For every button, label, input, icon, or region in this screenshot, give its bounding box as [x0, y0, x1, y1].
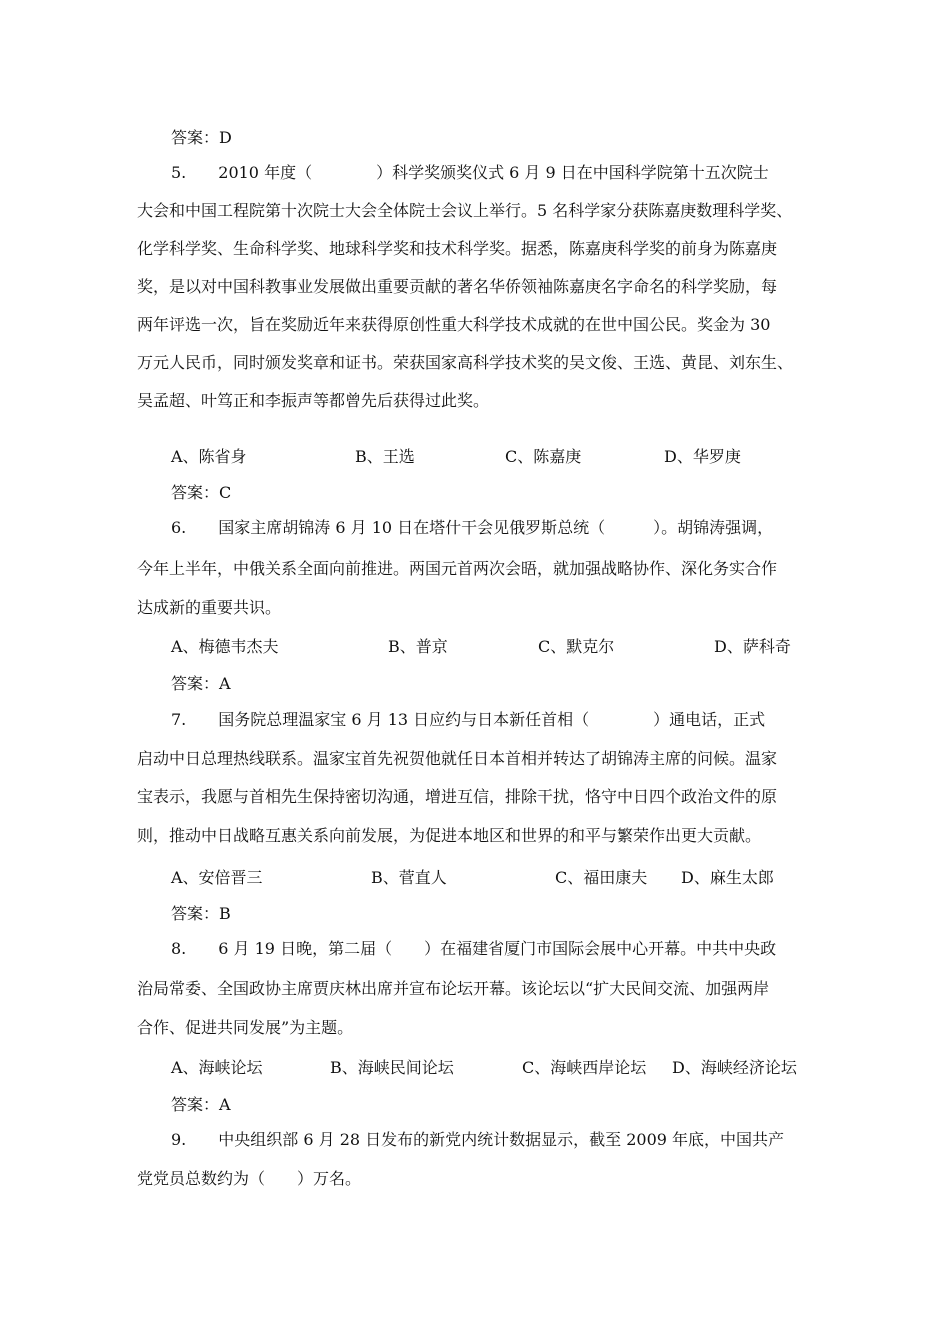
q7-option-c: C、福田康夫 [555, 868, 648, 887]
answer-q5: 答案：C [171, 483, 232, 502]
q6-option-a: A、梅德韦杰夫 [171, 637, 279, 656]
q8-line-3: 合作、促进共同发展”为主题。 [137, 1018, 354, 1037]
q5-line-2: 大会和中国工程院第十次院士大会全体院士会议上举行。5 名科学家分获陈嘉庚数理科学奖、 [137, 201, 793, 220]
q9-line-1: 9. 中央组织部 6 月 28 日发布的新党内统计数据显示，截至 2009 年底，中国共产 [171, 1130, 785, 1149]
q6-line-1: 6. 国家主席胡锦涛 6 月 10 日在塔什干会见俄罗斯总统（ ）。胡锦涛强调， [171, 518, 774, 537]
q5-option-c: C、陈嘉庚 [505, 447, 582, 466]
q5-line-4: 奖，是以对中国科教事业发展做出重要贡献的著名华侨领袖陈嘉庚名字命名的科学奖励，每 [137, 277, 778, 296]
q5-line-1: 5. 2010 年度（ ）科学奖颁奖仪式 6 月 9 日在中国科学院第十五次院士 [171, 163, 769, 182]
q8-option-c: C、海峡西岸论坛 [522, 1058, 647, 1077]
answer-q7: 答案：B [171, 904, 231, 923]
q5-line-3: 化学科学奖、生命科学奖、地球科学奖和技术科学奖。据悉，陈嘉庚科学奖的前身为陈嘉庚 [137, 239, 778, 258]
q6-option-b: B、普京 [388, 637, 448, 656]
q7-option-d: D、麻生太郎 [681, 868, 774, 887]
q5-option-a: A、陈省身 [171, 447, 247, 466]
q7-line-3: 宝表示，我愿与首相先生保持密切沟通，增进互信，排除干扰，恪守中日四个政治文件的原 [137, 787, 778, 806]
q6-line-2: 今年上半年，中俄关系全面向前推进。两国元首两次会晤，就加强战略协作、深化务实合作 [137, 559, 778, 578]
q5-line-6: 万元人民币，同时颁发奖章和证书。荣获国家高科学技术奖的吴文俊、王选、黄昆、刘东生、 [137, 353, 794, 372]
q7-line-4: 则，推动中日战略互惠关系向前发展，为促进本地区和世界的和平与繁荣作出更大贡献。 [137, 826, 762, 845]
answer-q4: 答案：D [171, 128, 232, 147]
q5-line-7: 吴孟超、叶笃正和李振声等都曾先后获得过此奖。 [137, 391, 490, 410]
q7-line-2: 启动中日总理热线联系。温家宝首先祝贺他就任日本首相并转达了胡锦涛主席的问候。温家 [137, 749, 778, 768]
answer-q8: 答案：A [171, 1095, 231, 1114]
q6-option-c: C、默克尔 [538, 637, 615, 656]
answer-q6: 答案：A [171, 674, 231, 693]
q8-option-b: B、海峡民间论坛 [330, 1058, 454, 1077]
q7-line-1: 7. 国务院总理温家宝 6 月 13 日应约与日本新任首相（ ）通电话，正式 [171, 710, 766, 729]
q8-option-d: D、海峡经济论坛 [672, 1058, 797, 1077]
q5-option-b: B、王选 [355, 447, 415, 466]
q5-option-d: D、华罗庚 [664, 447, 741, 466]
q9-line-2: 党党员总数约为（ ）万名。 [137, 1169, 362, 1188]
q6-line-3: 达成新的重要共识。 [137, 598, 282, 617]
q8-line-2: 治局常委、全国政协主席贾庆林出席并宣布论坛开幕。该论坛以“扩大民间交流、加强两岸 [137, 979, 770, 998]
q7-option-a: A、安倍晋三 [171, 868, 263, 887]
q5-line-5: 两年评选一次，旨在奖励近年来获得原创性重大科学技术成就的在世中国公民。奖金为 30 [137, 315, 771, 334]
q7-option-b: B、菅直人 [371, 868, 447, 887]
q8-line-1: 8. 6 月 19 日晚，第二届（ ）在福建省厦门市国际会展中心开幕。中共中央政 [171, 939, 777, 958]
q8-option-a: A、海峡论坛 [171, 1058, 263, 1077]
q6-option-d: D、萨科奇 [714, 637, 791, 656]
